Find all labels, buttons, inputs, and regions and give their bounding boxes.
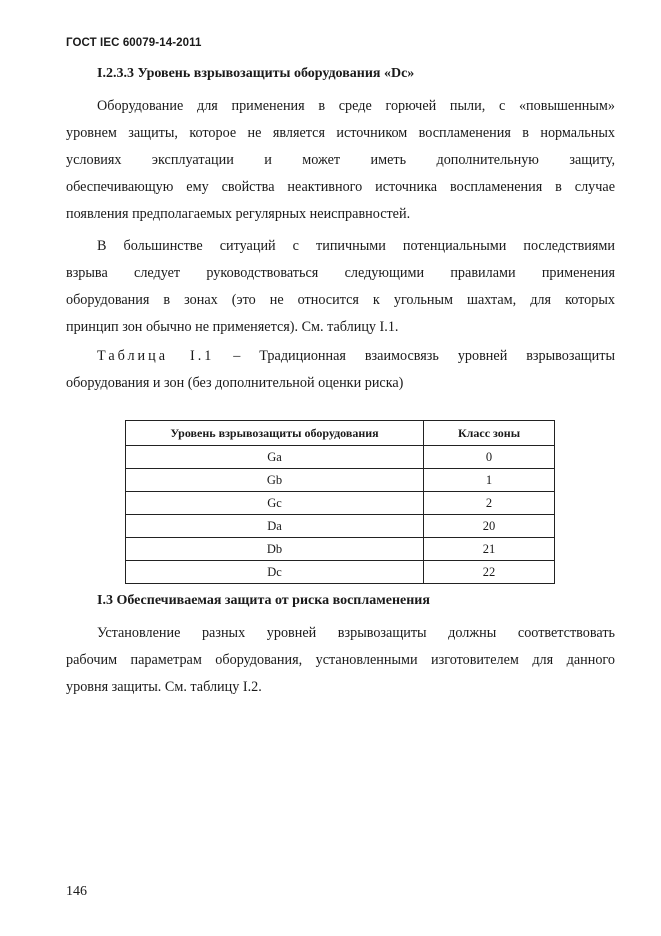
table-row: [126, 469, 555, 492]
section-heading-i3: I.3 Обеспечиваемая защита от риска воспламенения: [97, 593, 430, 608]
table-row: [126, 561, 555, 584]
section-heading-i233: I.2.3.3 Уровень взрывозащиты оборудования «Dc»: [97, 66, 415, 81]
table-caption-label: Таблица I.1: [97, 348, 215, 364]
paragraph-line: уровня защиты. См. таблицу I.2.: [66, 679, 262, 695]
paragraph-line: взрыва следует руководствоваться следующими правилами применения: [66, 265, 615, 281]
table-header-row: [126, 421, 555, 446]
cell-protection-level: Gc: [126, 492, 424, 515]
table-caption-title: – Традиционная взаимосвязь уровней взрывозащиты: [233, 348, 615, 364]
cell-zone-class: 22: [424, 561, 555, 584]
paragraph-line: принцип зон обычно не применяется). См. таблицу I.1.: [66, 319, 399, 335]
standard-header: ГОСТ IEC 60079-14-2011: [66, 37, 202, 49]
table-row: [126, 515, 555, 538]
protection-zone-table: [125, 420, 555, 584]
page-number: 146: [66, 884, 87, 899]
paragraph-line: Оборудование для применения в среде горючей пыли, с «повышенным»: [97, 98, 615, 114]
paragraph-line: обеспечивающую ему свойства неактивного источника воспламенения в случае: [66, 179, 615, 195]
column-header-zone-class: Класс зоны: [424, 421, 555, 446]
table-caption: [66, 343, 615, 397]
table-caption-line: [66, 343, 615, 370]
cell-zone-class: 21: [424, 538, 555, 561]
table-row: [126, 538, 555, 561]
cell-protection-level: Da: [126, 515, 424, 538]
paragraph-dc-description: [66, 93, 615, 228]
cell-zone-class: 1: [424, 469, 555, 492]
paragraph-line: уровнем защиты, которое не является источником воспламенения в нормальных: [66, 125, 615, 141]
paragraph-line: условиях эксплуатации и может иметь дополнительную защиту,: [66, 152, 615, 168]
paragraph-line: В большинстве ситуаций с типичными потенциальными последствиями: [97, 238, 615, 254]
paragraph-line: Установление разных уровней взрывозащиты должны соответствовать: [97, 625, 615, 641]
cell-protection-level: Ga: [126, 446, 424, 469]
cell-protection-level: Dc: [126, 561, 424, 584]
paragraph-line: рабочим параметрам оборудования, установленными изготовителем для данного: [66, 652, 615, 668]
table-row: [126, 446, 555, 469]
paragraph-line: появления предполагаемых регулярных неисправностей.: [66, 206, 411, 222]
cell-protection-level: Db: [126, 538, 424, 561]
cell-zone-class: 2: [424, 492, 555, 515]
column-header-protection-level: Уровень взрывозащиты оборудования: [126, 421, 424, 446]
table-row: [126, 492, 555, 515]
cell-zone-class: 20: [424, 515, 555, 538]
paragraph-protection-levels: [66, 620, 615, 701]
cell-protection-level: Gb: [126, 469, 424, 492]
cell-zone-class: 0: [424, 446, 555, 469]
table-caption-line: оборудования и зон (без дополнительной оценки риска): [66, 375, 404, 391]
paragraph-line: оборудования в зонах (это не относится к угольным шахтам, для которых: [66, 292, 615, 308]
paragraph-zone-rules: [66, 233, 615, 341]
